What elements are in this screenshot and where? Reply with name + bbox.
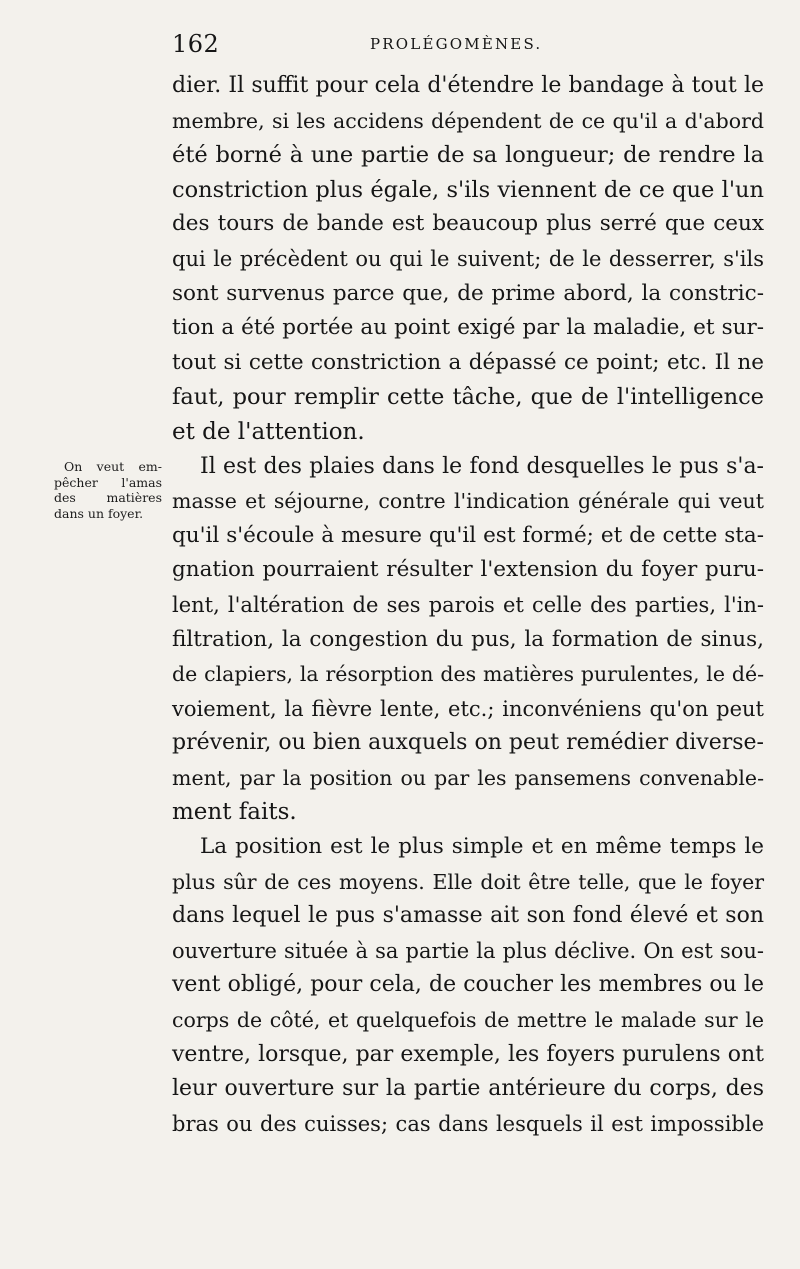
text-line: leur ouverture sur la partie antérieure du corps, des (172, 1076, 764, 1102)
text-line: qu'il s'écoule à mesure qu'il est formé; et de cette sta- (172, 522, 764, 548)
text-line: des tours de bande est beaucoup plus serré que ceux (172, 211, 764, 237)
margin-note-line: On veut em- (64, 459, 162, 474)
text-line: lent, l'altération de ses parois et celle des parties, l'in- (172, 592, 764, 617)
text-line: filtration, la congestion du pus, la formation de sinus, (172, 626, 764, 652)
text-line: ment, par la position ou par les pansemens convenable- (172, 765, 764, 790)
text-line: été borné à une partie de sa longueur; de rendre la (172, 142, 764, 169)
text-line: dier. Il suffit pour cela d'étendre le bandage à tout le (172, 73, 764, 98)
text-line: membre, si les accidens dépendent de ce qu'il a d'abord (172, 108, 764, 133)
text-line: corps de côté, et quelquefois de mettre le malade sur le (172, 1008, 764, 1033)
running-head (172, 30, 762, 60)
margin-note-line: pêcher l'amas (54, 474, 162, 490)
text-line: sont survenus parce que, de prime abord, la constric- (172, 280, 764, 306)
text-line: prévenir, ou bien auxquels on peut remédier diverse- (172, 730, 764, 756)
text-line: ouverture située à sa partie la plus déclive. On est sou- (172, 938, 764, 963)
text-line: ventre, lorsque, par exemple, les foyers purulens ont (172, 1041, 764, 1067)
page-number: 162 (172, 30, 220, 58)
text-line: vent obligé, pour cela, de coucher les membres ou le (172, 972, 764, 998)
paragraph-position (172, 830, 764, 1141)
text-line: tion a été portée au point exigé par la maladie, et sur- (172, 315, 764, 341)
text-line: constriction plus égale, s'ils viennent de ce que l'un (172, 176, 764, 203)
text-line: faut, pour remplir cette tâche, que de l'intelligence (172, 384, 764, 411)
margin-note-line: des matières (54, 490, 162, 506)
text-line: de clapiers, la résorption des matières purulentes, le dé- (172, 662, 764, 687)
body-text (172, 69, 764, 1141)
text-line: plus sûr de ces moyens. Elle doit être telle, que le foyer (172, 869, 764, 894)
text-line: Il est des plaies dans le fond desquelles le pus s'a- (200, 453, 764, 479)
text-line: bras ou des cuisses; cas dans lesquels il est impossible (172, 1111, 764, 1136)
text-line: qui le précèdent ou qui le suivent; de le desserrer, s'ils (172, 246, 764, 271)
margin-note (54, 459, 162, 521)
text-line: tout si cette constriction a dépassé ce point; etc. Il ne (172, 349, 764, 375)
margin-note-line: dans un foyer. (54, 505, 144, 521)
running-title: PROLÉGOMÈNES. (370, 35, 543, 53)
text-line: et de l'attention. (172, 418, 365, 445)
text-line: ment faits. (172, 799, 297, 826)
text-line: voiement, la fièvre lente, etc.; inconvéniens qu'on peut (172, 696, 764, 721)
text-line: dans lequel le pus s'amasse ait son fond élevé et son (172, 903, 764, 929)
text-line: La position est le plus simple et en même temps le (200, 834, 764, 860)
text-line: gnation pourraient résulter l'extension du foyer puru- (172, 557, 764, 583)
paragraph-plaies (172, 450, 764, 831)
text-line: masse et séjourne, contre l'indication générale qui veut (172, 489, 764, 514)
paragraph-continuation (172, 69, 764, 450)
